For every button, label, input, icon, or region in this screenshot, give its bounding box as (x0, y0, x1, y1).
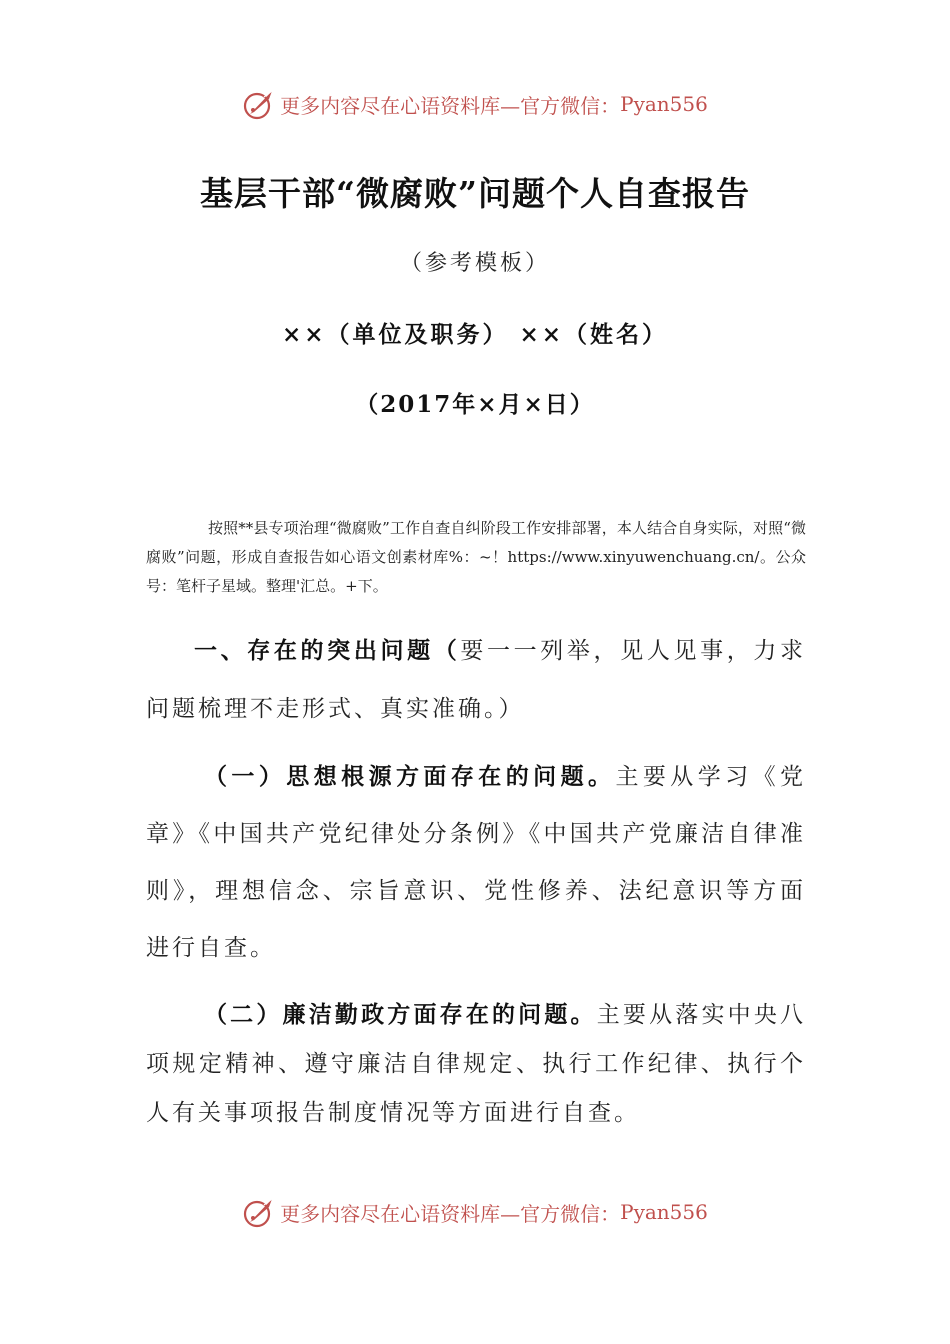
header-watermark-banner (0, 84, 950, 124)
banner-wechat-id: Pyan556 (620, 1200, 708, 1224)
section-1-1-paragraph (146, 748, 806, 977)
section-1-1-heading: （一）思想根源方面存在的问题。 (204, 763, 616, 790)
intro-paragraph: 按照**县专项治理“微腐败”工作自查自纠阶段工作安排部署，本人结合自身实际，对照“微腐败”问题，形成自查报告如心语文创素材库%：~！https://www.xinyuwenchuang.cn/。公众号：笔杆子星域。整理'汇总。+下。 (146, 519, 806, 595)
banner-wechat-id: Pyan556 (620, 92, 708, 116)
footer-watermark-banner (0, 1192, 950, 1232)
quill-pen-logo-icon (242, 87, 276, 121)
banner-content (242, 1195, 708, 1229)
section-1-paragraph (146, 622, 806, 738)
document-title: 基层干部“微腐败”问题个人自查报告 (200, 174, 750, 213)
banner-text: 更多内容尽在心语资料库—官方微信： (280, 93, 621, 118)
banner-text: 更多内容尽在心语资料库—官方微信： (280, 1201, 621, 1226)
section-1-body: 要一一列举，见人见事，力求问题梳理不走形式、真实准确。） (146, 638, 807, 722)
banner-content (242, 87, 708, 121)
section-1-1-body: 主要从学习《党章》《中国共产党纪律处分条例》《中国共产党廉洁自律准则》，理想信念、宗旨意识、党性修养、法纪意识等方面进行自查。 (146, 764, 807, 961)
quill-pen-logo-icon (242, 1195, 276, 1229)
date-line: （2017年×月×日） (355, 391, 595, 418)
section-1-heading: 一、存在的突出问题（ (194, 637, 461, 664)
section-1-2-paragraph (146, 990, 806, 1138)
section-1-2-body: 主要从落实中央八项规定精神、遵守廉洁自律规定、执行工作纪律、执行个人有关事项报告制度情况等方面进行自查。 (146, 1002, 807, 1126)
unit-and-name-line: ××（单位及职务） ××（姓名） (281, 321, 669, 348)
document-subtitle: （参考模板） (399, 251, 550, 276)
section-1-2-heading: （二）廉洁勤政方面存在的问题。 (204, 1001, 597, 1028)
